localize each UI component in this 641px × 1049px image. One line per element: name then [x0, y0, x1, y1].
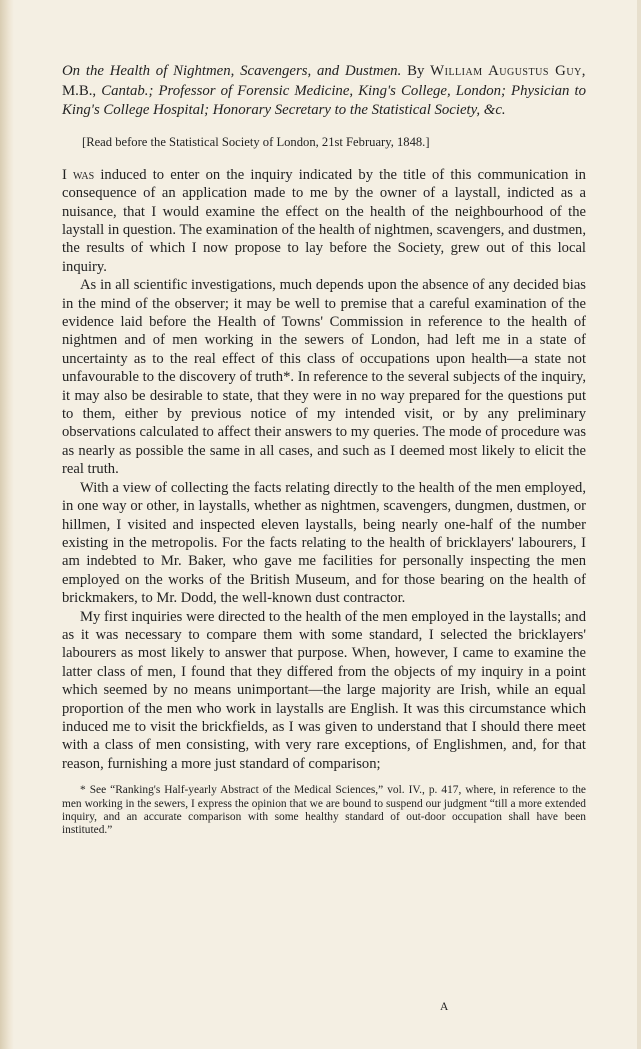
paragraph-1-text: induced to enter on the inquiry indicated by the title of this communication in consequence of an application made to me by the owner of a laystall, indicted as a nuisance, that I would examine the effect on the health of the neighbourhood of the laystall in question. The examination of the health of nightmen, scavengers, and dustmen, the results of which I now propose to lay before the Society, grew out of this local inquiry. [62, 166, 586, 275]
author-credentials: Cantab.; Professor of Forensic Medicine, King's College, London; Physician to King's College Hospital; Honorary Secretary to the Statistical Society, &c. [62, 82, 586, 119]
article-title [62, 62, 586, 121]
paragraph-3: With a view of collecting the facts relating directly to the health of the men employed, in one way or other, in laystalls, whether as nightmen, scavengers, dungmen, dustmen, or hillmen, I visited and inspected eleven laystalls, being nearly one-half of the number existing in the metropolis. For the facts relating to the health of bricklayers' labourers, I am indebted to Mr. Baker, who gave me facilities for personally inspecting the men employed on the works of the British Museum, and for those bearing on the health of brickmakers, to Mr. Dodd, the well-known dust contractor. [62, 479, 586, 607]
opening-word: I was [62, 166, 95, 183]
read-note: [Read before the Statistical Society of London, 21st February, 1848.] [82, 134, 430, 149]
signature-mark: A [440, 1001, 449, 1013]
title-by: By [407, 63, 425, 79]
page-gutter-shadow [0, 0, 14, 1049]
paragraph-4: My first inquiries were directed to the health of the men employed in the laystalls; and as it was necessary to compare them with some standard, I selected the bricklayers' labourers as most likely to answer that purpose. When, however, I came to examine the latter class of men, I found that they differed from the objects of my inquiry in a point which seemed by no means unimportant—the large majority are Irish, while an equal proportion of the men who work in laystalls are English. It was this circumstance which induced me to visit the brickfields, as I was given to understand that I should there meet with a class of men consisting, with very rare exceptions, of Englishmen, and, for that reason, furnishing a more just standard of comparison; [62, 608, 586, 772]
page-content [62, 62, 586, 838]
article-body [62, 166, 586, 773]
paragraph-2: As in all scientific investigations, much depends upon the absence of any decided bias in the mind of the observer; it may be well to premise that a careful examination of the evidence laid before the Health of Towns' Commission in reference to the health of nightmen and of men working in the sewers of London, had left me in a state of uncertainty as to the real effect of this class of occupations upon health—a state not unfavourable to the discovery of truth*. In reference to the several subjects of the inquiry, it may also be desirable to state, that they were in no way prepared for the questions put to them, either by previous notice of my intended visit, or by any preliminary observations calculated to affect their answers to my queries. The mode of procedure was as nearly as possible the same in all cases, and such as I deemed most likely to elicit the real truth. [62, 277, 586, 478]
page-edge [637, 0, 641, 1049]
paragraph-1 [62, 166, 586, 276]
author-degree: M.B., [62, 82, 97, 99]
title-text: On the Health of Nightmen, Scavengers, and Dustmen. [62, 63, 402, 79]
author-name: William Augustus Guy, [430, 63, 587, 79]
footnote: * See “Ranking's Half-yearly Abstract of the Medical Sciences,” vol. IV., p. 417, where, in reference to the men working in the sewers, I express the opinion that we are bound to suspend our judgment “till a more extended inquiry, and an accurate comparison with some healthy standard of out-door occupation shall have been instituted.” [62, 784, 586, 837]
